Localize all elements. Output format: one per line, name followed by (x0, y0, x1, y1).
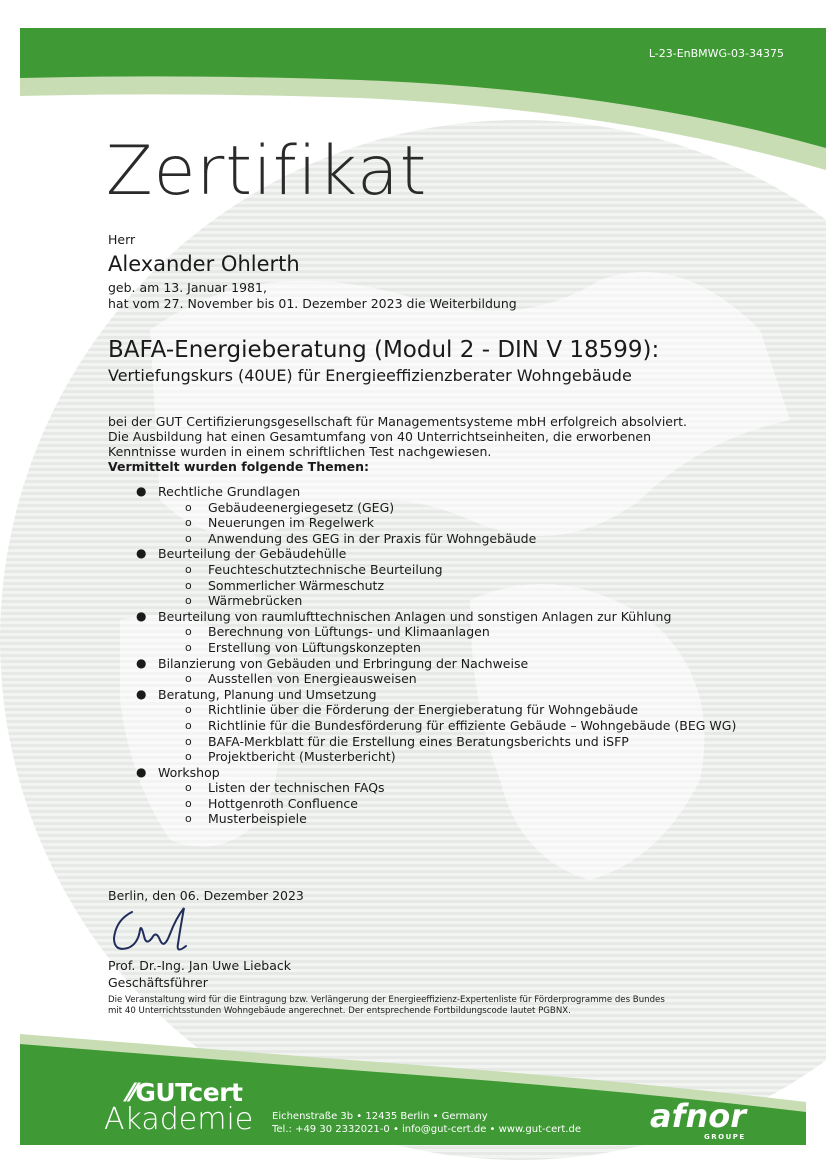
subtopic-item (158, 531, 788, 547)
gutcert-logo-text: GUTcert (135, 1078, 243, 1107)
topic-label: Beratung, Planung und Umsetzung (158, 686, 377, 702)
circle-bullet-icon: o (185, 531, 192, 545)
topics-list (108, 484, 788, 827)
subtopic-item (158, 515, 788, 531)
subtopic-item (158, 780, 788, 796)
circle-bullet-icon: o (185, 812, 192, 826)
subtopic-item (158, 734, 788, 750)
bullet-icon: ● (136, 764, 147, 779)
circle-bullet-icon: o (185, 796, 192, 810)
topic-item (108, 609, 788, 656)
circle-bullet-icon: o (185, 594, 192, 608)
subtopic-item (158, 718, 788, 734)
subtopic-item (158, 624, 788, 640)
subtopic-item (158, 640, 788, 656)
subtopic-label: BAFA-Merkblatt für die Erstellung eines Beratungsberichts und iSFP (208, 733, 629, 749)
course-subtitle: Vertiefungskurs (40UE) für Energieeffizienzberater Wohngebäude (108, 366, 632, 385)
place-date: Berlin, den 06. Dezember 2023 (108, 888, 304, 903)
intro-line: Die Ausbildung hat einen Gesamtumfang von 40 Unterrichtseinheiten, die erworbenen (108, 429, 651, 444)
subtopic-label: Berechnung von Lüftungs- und Klimaanlagen (208, 624, 490, 640)
signatory-role: Geschäftsführer (108, 975, 208, 990)
bullet-icon: ● (136, 546, 147, 561)
circle-bullet-icon: o (185, 672, 192, 686)
topic-label: Workshop (158, 764, 220, 780)
subtopic-label: Ausstellen von Energieausweisen (208, 671, 417, 687)
topics-heading: Vermittelt wurden folgende Themen: (108, 459, 369, 474)
recipient-name: Alexander Ohlerth (108, 252, 300, 276)
training-period: hat vom 27. November bis 01. Dezember 2023 die Weiterbildung (108, 296, 517, 311)
subtopic-item (158, 593, 788, 609)
circle-bullet-icon: o (185, 750, 192, 764)
subtopic-item (158, 749, 788, 765)
topic-item (108, 765, 788, 827)
circle-bullet-icon: o (185, 734, 192, 748)
subtopic-label: Neuerungen im Regelwerk (208, 515, 374, 531)
bullet-icon: ● (136, 484, 147, 498)
subtopic-item (158, 500, 788, 516)
address-line: Eichenstraße 3b • 12435 Berlin • Germany (272, 1111, 488, 1122)
topic-label: Beurteilung von raumlufttechnischen Anlagen und sonstigen Anlagen zur Kühlung (158, 608, 672, 624)
topic-item (108, 656, 788, 687)
circle-bullet-icon: o (185, 562, 192, 576)
salutation: Herr (108, 232, 136, 247)
gutcert-mark-icon: ⁄⁄ (128, 1078, 136, 1107)
subtopic-label: Musterbeispiele (208, 811, 307, 827)
intro-text (108, 414, 788, 474)
circle-bullet-icon: o (185, 578, 192, 592)
topic-label: Rechtliche Grundlagen (158, 484, 301, 499)
topic-item (108, 484, 788, 546)
birth-date: geb. am 13. Januar 1981, (108, 280, 267, 295)
circle-bullet-icon: o (185, 500, 192, 514)
circle-bullet-icon: o (185, 703, 192, 717)
signatory-name: Prof. Dr.-Ing. Jan Uwe Lieback (108, 958, 291, 973)
bullet-icon: ● (136, 655, 147, 670)
subtopic-label: Erstellung von Lüftungskonzepten (208, 639, 421, 655)
bullet-icon: ● (136, 686, 147, 701)
footer-address (272, 1110, 581, 1136)
topic-item (108, 546, 788, 608)
akademie-logo-text: Akademie (104, 1102, 254, 1137)
subtopic-label: Listen der technischen FAQs (208, 780, 385, 796)
subtopic-label: Projektbericht (Musterbericht) (208, 749, 396, 765)
footnote-line: Die Veranstaltung wird für die Eintragung bzw. Verlängerung der Energieeffizienz-Expertenliste für Förderprogramme des Bundes (108, 995, 665, 1005)
bullet-icon: ● (136, 608, 147, 623)
circle-bullet-icon: o (185, 516, 192, 530)
subtopic-label: Feuchteschutztechnische Beurteilung (208, 561, 443, 577)
afnor-groupe-text: GROUPE (704, 1133, 746, 1141)
subtopic-label: Anwendung des GEG in der Praxis für Wohngebäude (208, 530, 537, 546)
subtopic-label: Richtlinie für die Bundesförderung für effiziente Gebäude – Wohngebäude (BEG WG) (208, 717, 737, 733)
subtopic-item (158, 796, 788, 812)
subtopic-label: Wärmebrücken (208, 593, 303, 609)
subtopic-item (158, 562, 788, 578)
footnote-line: mit 40 Unterrichtsstunden Wohngebäude angerechnet. Der entsprechende Fortbildungscode lautet PGBNX. (108, 1006, 571, 1016)
topic-label: Beurteilung der Gebäudehülle (158, 546, 347, 562)
intro-line: Kenntnisse wurden in einem schriftlichen Test nachgewiesen. (108, 444, 492, 459)
intro-line: bei der GUT Certifizierungsgesellschaft für Managementsysteme mbH erfolgreich absolviert. (108, 414, 688, 429)
topic-item (108, 687, 788, 765)
circle-bullet-icon: o (185, 625, 192, 639)
topic-label: Bilanzierung von Gebäuden und Erbringung der Nachweise (158, 655, 529, 671)
subtopic-label: Gebäudeenergiegesetz (GEG) (208, 499, 395, 515)
subtopic-label: Hottgenroth Confluence (208, 795, 358, 811)
circle-bullet-icon: o (185, 781, 192, 795)
signature-image (104, 900, 204, 960)
certificate-id: L-23-EnBMWG-03-34375 (648, 47, 784, 60)
circle-bullet-icon: o (185, 718, 192, 732)
afnor-logo: afnor (650, 1097, 747, 1135)
subtopic-label: Richtlinie über die Förderung der Energieberatung für Wohngebäude (208, 702, 639, 718)
subtopic-item (158, 578, 788, 594)
subtopic-item (158, 702, 788, 718)
footnote (108, 995, 788, 1017)
subtopic-item (158, 671, 788, 687)
subtopic-item (158, 811, 788, 827)
certificate-title: Zertifikat (106, 132, 428, 211)
contact-line: Tel.: +49 30 2332021-0 • info@gut-cert.de • www.gut-cert.de (272, 1124, 581, 1135)
circle-bullet-icon: o (185, 640, 192, 654)
subtopic-label: Sommerlicher Wärmeschutz (208, 577, 385, 593)
course-title: BAFA-Energieberatung (Modul 2 - DIN V 18599): (108, 337, 660, 363)
